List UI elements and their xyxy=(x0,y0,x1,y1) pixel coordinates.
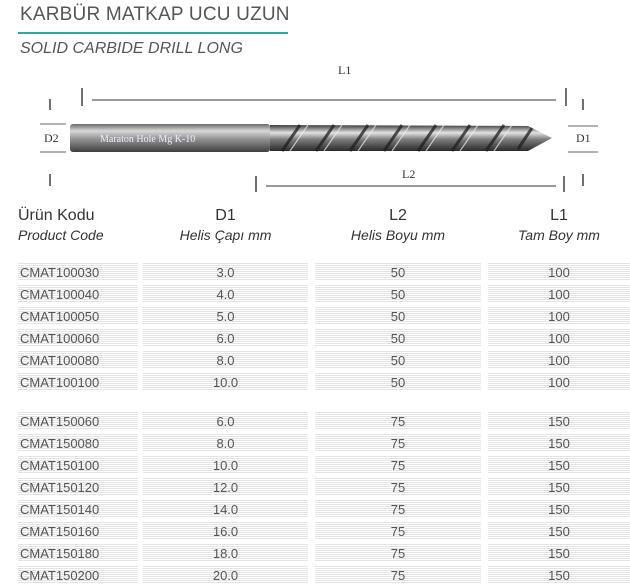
l2-cell: 75 xyxy=(315,456,481,473)
product-code-cell: CMAT150140 xyxy=(18,500,138,517)
l2-cell: 75 xyxy=(315,478,481,495)
header-product-code-tr: Ürün Kodu xyxy=(18,207,95,224)
l1-cell: 150 xyxy=(488,412,630,429)
header-product-code xyxy=(18,207,104,243)
d1-label: D1 xyxy=(576,131,591,145)
l2-label: L2 xyxy=(402,167,416,181)
table-row xyxy=(0,305,630,327)
table-row xyxy=(0,410,630,432)
d2-label: D2 xyxy=(44,131,59,145)
header-l2 xyxy=(315,207,481,243)
table-row xyxy=(0,498,630,520)
drill-engraving: Maraton Hole Mg K-10 xyxy=(100,134,196,145)
l1-cell: 100 xyxy=(488,329,630,346)
product-code-cell: CMAT150100 xyxy=(18,456,138,473)
l1-cell: 150 xyxy=(488,500,630,517)
header-d1 xyxy=(143,207,308,243)
table-row xyxy=(0,542,630,564)
l2-cell: 75 xyxy=(315,434,481,451)
product-code-cell: CMAT150160 xyxy=(18,522,138,539)
header-product-code-en: Product Code xyxy=(18,227,104,243)
l2-cell: 75 xyxy=(315,412,481,429)
drill-diagram xyxy=(0,56,630,196)
product-code-cell: CMAT100080 xyxy=(18,351,138,368)
d1-cell: 12.0 xyxy=(143,478,308,495)
product-table xyxy=(0,261,630,586)
l1-cell: 150 xyxy=(488,478,630,495)
table-row xyxy=(0,454,630,476)
l2-cell: 50 xyxy=(315,373,481,390)
l1-cell: 150 xyxy=(488,522,630,539)
product-code-cell: CMAT150180 xyxy=(18,544,138,561)
d1-cell: 14.0 xyxy=(143,500,308,517)
table-row xyxy=(0,349,630,371)
table-row xyxy=(0,520,630,542)
product-code-cell: CMAT150200 xyxy=(18,566,138,583)
l2-cell: 50 xyxy=(315,285,481,302)
d1-cell: 18.0 xyxy=(143,544,308,561)
product-code-cell: CMAT100100 xyxy=(18,373,138,390)
l2-cell: 50 xyxy=(315,307,481,324)
d1-cell: 20.0 xyxy=(143,566,308,583)
table-row xyxy=(0,327,630,349)
d1-cell: 6.0 xyxy=(143,412,308,429)
l1-cell: 150 xyxy=(488,566,630,583)
title-underline xyxy=(18,32,288,34)
header-l1-sub: Tam Boy mm xyxy=(518,227,600,243)
l1-label: L1 xyxy=(338,63,352,77)
l2-cell: 50 xyxy=(315,263,481,280)
l1-cell: 150 xyxy=(488,544,630,561)
table-row xyxy=(0,564,630,586)
table-row xyxy=(0,432,630,454)
product-code-cell: CMAT100040 xyxy=(18,285,138,302)
header-l2-main: L2 xyxy=(389,207,407,224)
header-d1-main: D1 xyxy=(215,207,236,224)
l1-cell: 150 xyxy=(488,456,630,473)
l2-cell: 50 xyxy=(315,329,481,346)
l1-cell: 100 xyxy=(488,351,630,368)
d1-cell: 8.0 xyxy=(143,434,308,451)
table-row xyxy=(0,371,630,393)
l1-cell: 100 xyxy=(488,285,630,302)
l2-cell: 75 xyxy=(315,566,481,583)
table-row xyxy=(0,476,630,498)
l2-cell: 50 xyxy=(315,351,481,368)
product-code-cell: CMAT150060 xyxy=(18,412,138,429)
header-d1-sub: Helis Çapı mm xyxy=(179,227,272,243)
product-code-cell: CMAT100030 xyxy=(18,263,138,280)
l1-cell: 100 xyxy=(488,307,630,324)
d1-cell: 5.0 xyxy=(143,307,308,324)
page-title: KARBÜR MATKAP UCU UZUN xyxy=(20,4,290,25)
header-l2-sub: Helis Boyu mm xyxy=(350,227,446,243)
header-l1 xyxy=(488,207,630,243)
l2-cell: 75 xyxy=(315,544,481,561)
product-code-cell: CMAT150080 xyxy=(18,434,138,451)
table-row xyxy=(0,283,630,305)
d1-cell: 6.0 xyxy=(143,329,308,346)
product-code-cell: CMAT150120 xyxy=(18,478,138,495)
d1-cell: 16.0 xyxy=(143,522,308,539)
header-l1-main: L1 xyxy=(550,207,568,224)
page-subtitle: SOLID CARBIDE DRILL LONG xyxy=(20,40,243,57)
group-spacer xyxy=(0,393,630,410)
d1-cell: 10.0 xyxy=(143,373,308,390)
d1-cell: 10.0 xyxy=(143,456,308,473)
d1-cell: 3.0 xyxy=(143,263,308,280)
l1-cell: 150 xyxy=(488,434,630,451)
l1-cell: 100 xyxy=(488,373,630,390)
product-code-cell: CMAT100060 xyxy=(18,329,138,346)
table-row xyxy=(0,261,630,283)
l1-cell: 100 xyxy=(488,263,630,280)
d1-cell: 8.0 xyxy=(143,351,308,368)
d1-cell: 4.0 xyxy=(143,285,308,302)
product-code-cell: CMAT100050 xyxy=(18,307,138,324)
l2-cell: 75 xyxy=(315,522,481,539)
l2-cell: 75 xyxy=(315,500,481,517)
